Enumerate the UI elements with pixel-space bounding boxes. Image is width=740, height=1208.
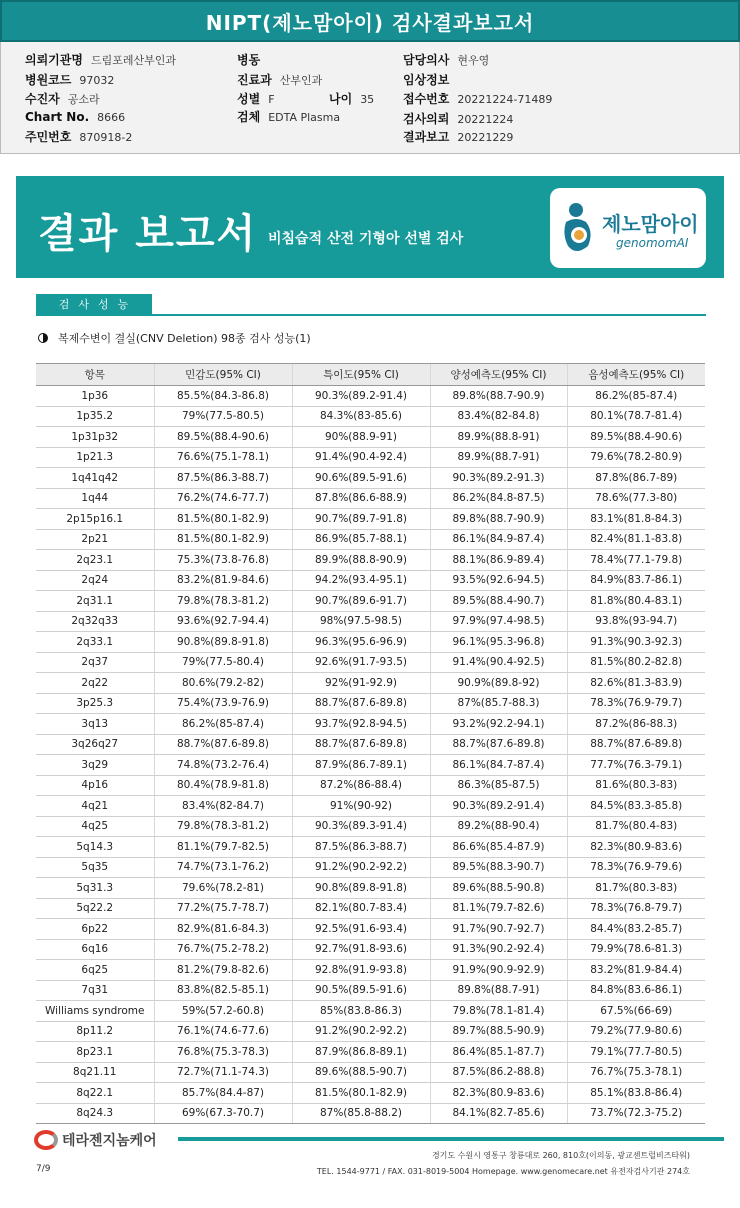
field-label: 임상정보: [403, 73, 450, 87]
table-cell: 81.7%(80.3-83): [567, 878, 705, 899]
field-department: [237, 71, 322, 88]
table-cell: 81.5%(80.1-82.9): [292, 1083, 430, 1104]
table-cell: 91.4%(90.4-92.5): [430, 652, 567, 673]
table-cell: 86.1%(84.9-87.4): [430, 529, 567, 550]
row-item-name: 2q23.1: [36, 550, 154, 571]
table-cell: 77.2%(75.7-78.7): [154, 898, 292, 919]
table-row: [36, 960, 705, 981]
field-label: 나이: [329, 92, 353, 106]
table-cell: 81.5%(80.1-82.9): [154, 529, 292, 550]
table-cell: 86.9%(85.7-88.1): [292, 529, 430, 550]
row-item-name: 3q29: [36, 755, 154, 776]
table-cell: 83.8%(82.5-85.1): [154, 980, 292, 1001]
table-cell: 81.1%(79.7-82.6): [430, 898, 567, 919]
table-cell: 78.3%(76.9-79.7): [567, 693, 705, 714]
table-cell: 89.5%(88.4-90.6): [154, 427, 292, 448]
table-cell: 90.9%(89.8-92): [430, 673, 567, 694]
table-cell: 88.7%(87.6-89.8): [292, 693, 430, 714]
row-item-name: 6q16: [36, 939, 154, 960]
table-body: [36, 386, 705, 1124]
table-cell: 79%(77.5-80.4): [154, 652, 292, 673]
table-cell: 85.1%(83.8-86.4): [567, 1083, 705, 1104]
column-header: 특이도(95% CI): [292, 364, 430, 386]
table-cell: 89.6%(88.5-90.7): [292, 1062, 430, 1083]
table-cell: 79.2%(77.9-80.6): [567, 1021, 705, 1042]
table-cell: 90.6%(89.5-91.6): [292, 468, 430, 489]
table-cell: 91.3%(90.2-92.4): [430, 939, 567, 960]
table-cell: 94.2%(93.4-95.1): [292, 570, 430, 591]
table-row: [36, 1062, 705, 1083]
row-item-name: 2q37: [36, 652, 154, 673]
table-row: [36, 796, 705, 817]
field-label: Chart No.: [25, 110, 90, 124]
row-item-name: 8q21.11: [36, 1062, 154, 1083]
table-cell: 84.1%(82.7-85.6): [430, 1103, 567, 1124]
field-value: 870918-2: [79, 131, 133, 144]
row-item-name: 5q31.3: [36, 878, 154, 899]
row-item-name: 8p23.1: [36, 1042, 154, 1063]
row-item-name: 4p16: [36, 775, 154, 796]
table-cell: 86.4%(85.1-87.7): [430, 1042, 567, 1063]
table-cell: 75.3%(73.8-76.8): [154, 550, 292, 571]
row-item-name: 1q44: [36, 488, 154, 509]
table-cell: 92.5%(91.6-93.4): [292, 919, 430, 940]
table-cell: 87%(85.7-88.3): [430, 693, 567, 714]
row-item-name: 5q14.3: [36, 837, 154, 858]
table-cell: 90.8%(89.8-91.8): [154, 632, 292, 653]
table-cell: 84.9%(83.7-86.1): [567, 570, 705, 591]
field-receipt-no: [403, 90, 552, 107]
table-cell: 91.3%(90.3-92.3): [567, 632, 705, 653]
field-value: 현우영: [457, 54, 490, 67]
field-label: 결과보고: [403, 130, 450, 144]
table-cell: 87.5%(86.3-88.7): [154, 468, 292, 489]
table-cell: 83.2%(81.9-84.4): [567, 960, 705, 981]
column-header: 음성예측도(95% CI): [567, 364, 705, 386]
table-cell: 88.1%(86.9-89.4): [430, 550, 567, 571]
row-item-name: 1p35.2: [36, 406, 154, 427]
table-cell: 89.5%(88.4-90.6): [567, 427, 705, 448]
table-cell: 91.2%(90.2-92.2): [292, 1021, 430, 1042]
column-header: 항목: [36, 364, 154, 386]
table-cell: 93.6%(92.7-94.4): [154, 611, 292, 632]
table-cell: 84.3%(83-85.6): [292, 406, 430, 427]
field-sex: [237, 90, 275, 107]
footer-divider: [178, 1137, 724, 1141]
table-cell: 79.6%(78.2-81): [154, 878, 292, 899]
table-cell: 91.7%(90.7-92.7): [430, 919, 567, 940]
table-cell: 75.4%(73.9-76.9): [154, 693, 292, 714]
table-row: [36, 775, 705, 796]
table-cell: 89.5%(88.4-90.7): [430, 591, 567, 612]
table-cell: 91.2%(90.2-92.2): [292, 857, 430, 878]
table-cell: 88.7%(87.6-89.8): [567, 734, 705, 755]
table-row: [36, 570, 705, 591]
table-cell: 81.7%(80.4-83): [567, 816, 705, 837]
table-cell: 81.8%(80.4-83.1): [567, 591, 705, 612]
field-value: 20221224-71489: [457, 93, 553, 106]
table-cell: 92.7%(91.8-93.6): [292, 939, 430, 960]
patient-info-box: [0, 42, 740, 154]
table-cell: 82.3%(80.9-83.6): [567, 837, 705, 858]
table-cell: 80.4%(78.9-81.8): [154, 775, 292, 796]
company-logo-icon: [34, 1130, 58, 1150]
logo-subtitle: genomomAI: [616, 236, 689, 250]
field-institution: [25, 51, 176, 68]
table-cell: 89.2%(88-90.4): [430, 816, 567, 837]
table-cell: 79%(77.5-80.5): [154, 406, 292, 427]
field-label: 검사의뢰: [403, 112, 450, 126]
table-row: [36, 509, 705, 530]
row-item-name: 4q21: [36, 796, 154, 817]
field-chart-no: [25, 110, 125, 124]
table-row: [36, 939, 705, 960]
field-value: 산부인과: [279, 74, 323, 87]
table-cell: 92.6%(91.7-93.5): [292, 652, 430, 673]
table-row: [36, 755, 705, 776]
banner-title: 결과 보고서: [38, 211, 258, 257]
field-label: 성별: [237, 92, 261, 106]
table-cell: 78.4%(77.1-79.8): [567, 550, 705, 571]
row-item-name: 6p22: [36, 919, 154, 940]
table-cell: 88.7%(87.6-89.8): [430, 734, 567, 755]
table-cell: 90.3%(89.2-91.3): [430, 468, 567, 489]
table-row: [36, 632, 705, 653]
row-item-name: 2q32q33: [36, 611, 154, 632]
table-cell: 86.2%(85-87.4): [154, 714, 292, 735]
row-item-name: 2p15p16.1: [36, 509, 154, 530]
table-cell: 78.6%(77.3-80): [567, 488, 705, 509]
table-cell: 82.6%(81.3-83.9): [567, 673, 705, 694]
table-cell: 83.2%(81.9-84.6): [154, 570, 292, 591]
table-cell: 89.9%(88.8-91): [430, 427, 567, 448]
row-item-name: 5q22.2: [36, 898, 154, 919]
table-cell: 91.4%(90.4-92.4): [292, 447, 430, 468]
table-cell: 89.9%(88.8-90.9): [292, 550, 430, 571]
table-row: [36, 591, 705, 612]
table-row: [36, 980, 705, 1001]
row-item-name: 1p21.3: [36, 447, 154, 468]
column-header: 민감도(95% CI): [154, 364, 292, 386]
table-cell: 98%(97.5-98.5): [292, 611, 430, 632]
row-item-name: 3q13: [36, 714, 154, 735]
brand-logo: [550, 188, 706, 268]
row-item-name: 1p36: [36, 386, 154, 407]
field-value: EDTA Plasma: [268, 111, 341, 124]
field-value: 35: [360, 93, 375, 106]
table-cell: 86.6%(85.4-87.9): [430, 837, 567, 858]
table-row: [36, 734, 705, 755]
table-cell: 78.3%(76.8-79.7): [567, 898, 705, 919]
table-cell: 89.9%(88.7-91): [430, 447, 567, 468]
row-item-name: 2q24: [36, 570, 154, 591]
table-cell: 87.9%(86.8-89.1): [292, 1042, 430, 1063]
table-cell: 79.8%(78.1-81.4): [430, 1001, 567, 1022]
section-tab-performance: 검사성능: [36, 294, 152, 314]
performance-table: [36, 363, 705, 1124]
table-cell: 88.7%(87.6-89.8): [292, 734, 430, 755]
field-value: 20221224: [457, 113, 514, 126]
field-value: 드림포레산부인과: [90, 54, 176, 67]
field-label: 주민번호: [25, 130, 72, 144]
table-cell: 76.7%(75.3-78.1): [567, 1062, 705, 1083]
table-cell: 76.6%(75.1-78.1): [154, 447, 292, 468]
table-cell: 74.7%(73.1-76.2): [154, 857, 292, 878]
field-value: 공소라: [67, 93, 100, 106]
table-cell: 89.8%(88.7-90.9): [430, 386, 567, 407]
row-item-name: 6q25: [36, 960, 154, 981]
table-header-row: [36, 364, 705, 386]
table-row: [36, 468, 705, 489]
field-label: 진료과: [237, 73, 272, 87]
table-cell: 88.7%(87.6-89.8): [154, 734, 292, 755]
table-cell: 76.7%(75.2-78.2): [154, 939, 292, 960]
table-cell: 86.3%(85-87.5): [430, 775, 567, 796]
table-cell: 81.1%(79.7-82.5): [154, 837, 292, 858]
table-row: [36, 919, 705, 940]
footer-address: 경기도 수원시 영통구 창룡대로 260, 810호(이의동, 광교센트럴비즈타워): [431, 1151, 690, 1160]
footer-logo: [34, 1130, 157, 1150]
table-cell: 73.7%(72.3-75.2): [567, 1103, 705, 1124]
logo-name: 제노맘아이: [602, 212, 699, 236]
report-title: NIPT(제노맘아이) 검사결과보고서: [0, 0, 740, 42]
table-cell: 90.8%(89.8-91.8): [292, 878, 430, 899]
field-request-date: [403, 110, 513, 127]
table-cell: 81.6%(80.3-83): [567, 775, 705, 796]
table-cell: 89.8%(88.7-90.9): [430, 509, 567, 530]
table-cell: 87.5%(86.3-88.7): [292, 837, 430, 858]
table-cell: 97.9%(97.4-98.5): [430, 611, 567, 632]
field-value: 20221229: [457, 131, 514, 144]
table-cell: 84.8%(83.6-86.1): [567, 980, 705, 1001]
row-item-name: 2q33.1: [36, 632, 154, 653]
row-item-name: 3q26q27: [36, 734, 154, 755]
table-cell: 79.8%(78.3-81.2): [154, 816, 292, 837]
table-cell: 83.4%(82-84.7): [154, 796, 292, 817]
half-circle-icon: [38, 333, 48, 343]
page-number: 7/9: [36, 1164, 51, 1174]
table-cell: 93.5%(92.6-94.5): [430, 570, 567, 591]
table-cell: 86.1%(84.7-87.4): [430, 755, 567, 776]
table-cell: 82.1%(80.7-83.4): [292, 898, 430, 919]
table-row: [36, 386, 705, 407]
table-cell: 82.9%(81.6-84.3): [154, 919, 292, 940]
table-cell: 87.2%(86-88.3): [567, 714, 705, 735]
table-cell: 74.8%(73.2-76.4): [154, 755, 292, 776]
field-doctor: [403, 51, 489, 68]
row-item-name: 1p31p32: [36, 427, 154, 448]
row-item-name: 4q25: [36, 816, 154, 837]
table-cell: 93.2%(92.2-94.1): [430, 714, 567, 735]
table-cell: 90.3%(89.2-91.4): [292, 386, 430, 407]
table-cell: 87.9%(86.7-89.1): [292, 755, 430, 776]
row-item-name: 3p25.3: [36, 693, 154, 714]
field-age: [329, 90, 374, 107]
table-cell: 76.1%(74.6-77.6): [154, 1021, 292, 1042]
table-cell: 90.7%(89.7-91.8): [292, 509, 430, 530]
table-cell: 76.8%(75.3-78.3): [154, 1042, 292, 1063]
table-cell: 72.7%(71.1-74.3): [154, 1062, 292, 1083]
table-row: [36, 898, 705, 919]
section-subtitle: [38, 330, 311, 346]
field-label: 접수번호: [403, 92, 450, 106]
field-specimen: [237, 108, 340, 125]
table-cell: 87.8%(86.7-89): [567, 468, 705, 489]
table-cell: 79.6%(78.2-80.9): [567, 447, 705, 468]
table-row: [36, 1103, 705, 1124]
row-item-name: 2p21: [36, 529, 154, 550]
table-row: [36, 652, 705, 673]
table-row: [36, 447, 705, 468]
table-cell: 84.4%(83.2-85.7): [567, 919, 705, 940]
table-cell: 84.5%(83.3-85.8): [567, 796, 705, 817]
table-cell: 86.2%(85-87.4): [567, 386, 705, 407]
field-label: 의뢰기관명: [25, 53, 83, 67]
field-ward: [237, 51, 268, 68]
table-cell: 80.1%(78.7-81.4): [567, 406, 705, 427]
table-row: [36, 550, 705, 571]
table-cell: 87%(85.8-88.2): [292, 1103, 430, 1124]
row-item-name: 8q22.1: [36, 1083, 154, 1104]
table-cell: 79.1%(77.7-80.5): [567, 1042, 705, 1063]
field-label: 수진자: [25, 92, 60, 106]
table-row: [36, 693, 705, 714]
report-banner: [16, 176, 724, 278]
table-row: [36, 529, 705, 550]
row-item-name: 8q24.3: [36, 1103, 154, 1124]
table-row: [36, 427, 705, 448]
row-item-name: Williams syndrome: [36, 1001, 154, 1022]
table-cell: 91.9%(90.9-92.9): [430, 960, 567, 981]
table-row: [36, 1042, 705, 1063]
table-cell: 59%(57.2-60.8): [154, 1001, 292, 1022]
table-row: [36, 714, 705, 735]
table-cell: 96.3%(95.6-96.9): [292, 632, 430, 653]
field-value: F: [268, 93, 275, 106]
field-resident-no: [25, 128, 132, 145]
table-cell: 82.4%(81.1-83.8): [567, 529, 705, 550]
table-cell: 87.5%(86.2-88.8): [430, 1062, 567, 1083]
table-cell: 89.8%(88.7-91): [430, 980, 567, 1001]
table-row: [36, 611, 705, 632]
field-hospital-code: [25, 71, 114, 88]
footer-company-name: 테라젠지놈케어: [62, 1133, 157, 1149]
table-cell: 90.7%(89.6-91.7): [292, 591, 430, 612]
table-cell: 85.7%(84.4-87): [154, 1083, 292, 1104]
mother-baby-icon: [562, 202, 596, 254]
table-row: [36, 878, 705, 899]
table-cell: 89.5%(88.3-90.7): [430, 857, 567, 878]
field-clinical-info: [403, 71, 457, 88]
table-cell: 78.3%(76.9-79.6): [567, 857, 705, 878]
table-cell: 91%(90-92): [292, 796, 430, 817]
table-row: [36, 816, 705, 837]
table-cell: 92.8%(91.9-93.8): [292, 960, 430, 981]
field-label: 병원코드: [25, 73, 72, 87]
table-cell: 90.3%(89.3-91.4): [292, 816, 430, 837]
table-cell: 81.2%(79.8-82.6): [154, 960, 292, 981]
table-row: [36, 837, 705, 858]
row-item-name: 7q31: [36, 980, 154, 1001]
row-item-name: 2q31.1: [36, 591, 154, 612]
table-cell: 93.8%(93-94.7): [567, 611, 705, 632]
table-cell: 96.1%(95.3-96.8): [430, 632, 567, 653]
table-cell: 85%(83.8-86.3): [292, 1001, 430, 1022]
table-row: [36, 1001, 705, 1022]
table-cell: 82.3%(80.9-83.6): [430, 1083, 567, 1104]
table-row: [36, 1083, 705, 1104]
table-cell: 77.7%(76.3-79.1): [567, 755, 705, 776]
footer-contact: TEL. 1544-9771 / FAX. 031-8019-5004 Homepage. www.genomecare.net 유전자검사기관 274호: [316, 1167, 690, 1176]
table-cell: 69%(67.3-70.7): [154, 1103, 292, 1124]
table-cell: 81.5%(80.2-82.8): [567, 652, 705, 673]
table-cell: 89.7%(88.5-90.9): [430, 1021, 567, 1042]
field-label: 병동: [237, 53, 261, 67]
field-report-date: [403, 128, 513, 145]
table-cell: 86.2%(84.8-87.5): [430, 488, 567, 509]
table-cell: 85.5%(84.3-86.8): [154, 386, 292, 407]
field-label: 검체: [237, 110, 261, 124]
row-item-name: 1q41q42: [36, 468, 154, 489]
field-value: 8666: [97, 111, 126, 124]
table-cell: 87.8%(86.6-88.9): [292, 488, 430, 509]
table-cell: 90.3%(89.2-91.4): [430, 796, 567, 817]
table-cell: 76.2%(74.6-77.7): [154, 488, 292, 509]
table-cell: 93.7%(92.8-94.5): [292, 714, 430, 735]
field-value: 97032: [79, 74, 115, 87]
table-cell: 89.6%(88.5-90.8): [430, 878, 567, 899]
field-label: 담당의사: [403, 53, 450, 67]
table-cell: 90.5%(89.5-91.6): [292, 980, 430, 1001]
table-cell: 87.2%(86-88.4): [292, 775, 430, 796]
table-cell: 79.8%(78.3-81.2): [154, 591, 292, 612]
table-row: [36, 673, 705, 694]
field-patient: [25, 90, 100, 107]
section-subtitle-text: 복제수변이 결실(CNV Deletion) 98종 검사 성능(1): [58, 332, 311, 345]
table-cell: 83.4%(82-84.8): [430, 406, 567, 427]
row-item-name: 8p11.2: [36, 1021, 154, 1042]
table-cell: 80.6%(79.2-82): [154, 673, 292, 694]
table-cell: 83.1%(81.8-84.3): [567, 509, 705, 530]
table-cell: 79.9%(78.6-81.3): [567, 939, 705, 960]
banner-subtitle: 비침습적 산전 기형아 선별 검사: [268, 231, 464, 247]
table-cell: 92%(91-92.9): [292, 673, 430, 694]
table-row: [36, 857, 705, 878]
table-cell: 90%(88.9-91): [292, 427, 430, 448]
section-divider: [36, 314, 706, 316]
table-cell: 67.5%(66-69): [567, 1001, 705, 1022]
column-header: 양성예측도(95% CI): [430, 364, 567, 386]
table-cell: 81.5%(80.1-82.9): [154, 509, 292, 530]
row-item-name: 5q35: [36, 857, 154, 878]
table-row: [36, 406, 705, 427]
table-row: [36, 1021, 705, 1042]
row-item-name: 2q22: [36, 673, 154, 694]
table-row: [36, 488, 705, 509]
